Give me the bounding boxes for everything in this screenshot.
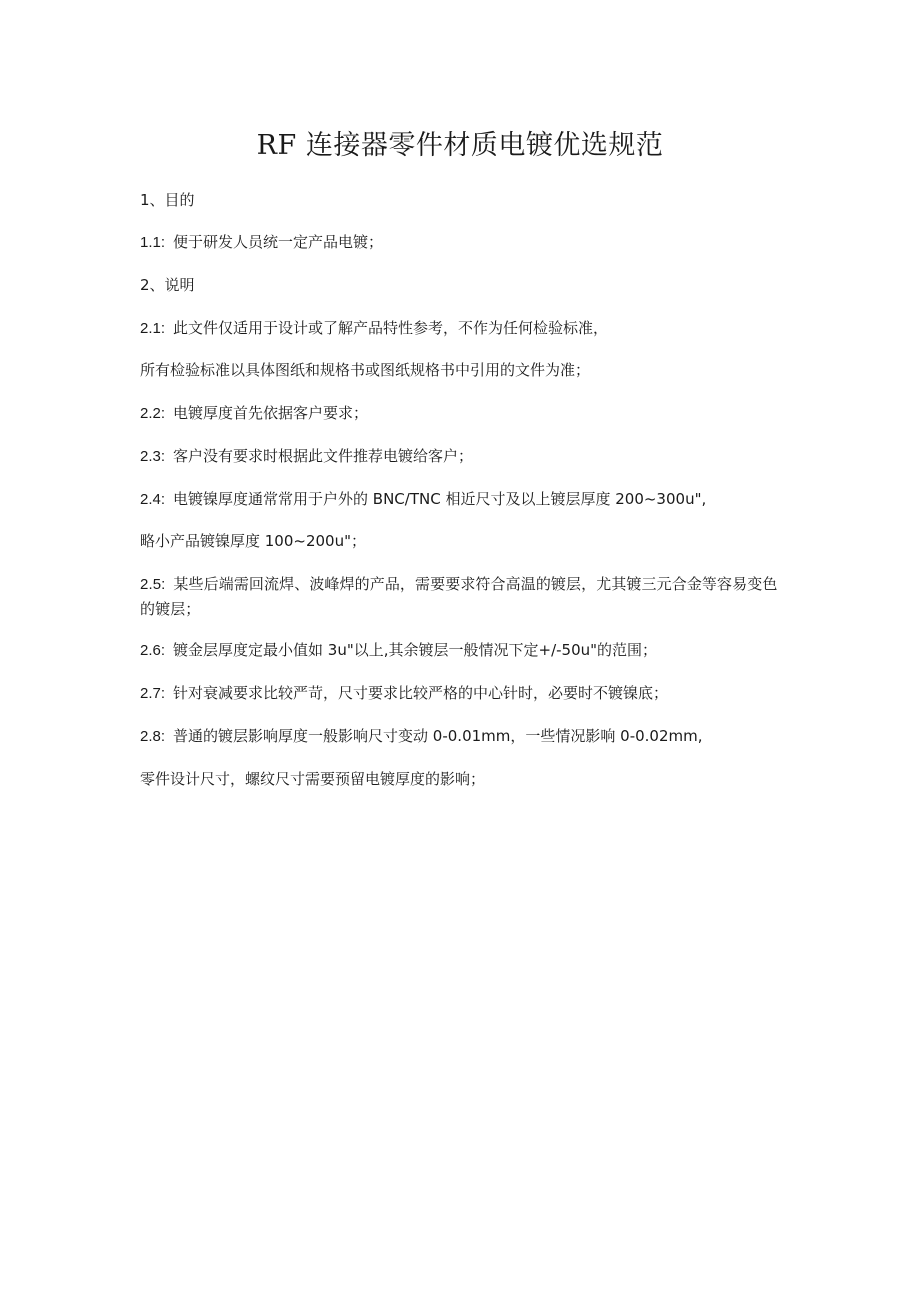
paragraph-text: 2、说明 xyxy=(140,276,195,294)
paragraph-1-1 xyxy=(140,230,790,255)
paragraph-2-4 xyxy=(140,487,790,512)
paragraph-number: 2.7: xyxy=(140,685,166,702)
paragraph-number: 2.3: xyxy=(140,448,166,465)
paragraph-2-1-continued xyxy=(140,358,790,382)
paragraph-2-2 xyxy=(140,401,790,426)
paragraph-text: 1、目的 xyxy=(140,191,195,209)
paragraph-number: 2.2: xyxy=(140,405,166,422)
paragraph-2-6 xyxy=(140,638,790,663)
paragraph-text: 零件设计尺寸，螺纹尺寸需要预留电镀厚度的影响； xyxy=(140,770,486,788)
paragraph-text: 客户没有要求时根据此文件推荐电镀给客户； xyxy=(173,447,474,465)
paragraph-number: 2.1: xyxy=(140,320,166,337)
paragraph-text: 某些后端需回流焊、波峰焊的产品，需要要求符合高温的镀层，尤其镀三元合金等容易变色的镀层； xyxy=(140,575,778,618)
paragraph-text: 电镀镍厚度通常常用于户外的 BNC/TNC 相近尺寸及以上镀层厚度 200~300u", xyxy=(173,490,707,508)
paragraph-2-1 xyxy=(140,316,790,341)
paragraph-2-4-continued xyxy=(140,529,790,553)
paragraph-number: 1.1: xyxy=(140,234,166,251)
paragraph-2-8-continued xyxy=(140,767,790,791)
paragraph-2-8 xyxy=(140,724,790,749)
paragraph-text: 普通的镀层影响厚度一般影响尺寸变动 0-0.01mm，一些情况影响 0-0.02mm, xyxy=(173,727,703,745)
paragraph-text: 略小产品镀镍厚度 100~200u"； xyxy=(140,532,367,550)
paragraph-text: 便于研发人员统一定产品电镀； xyxy=(173,233,384,251)
paragraph-number: 2.6: xyxy=(140,642,166,659)
paragraph-section-2-heading xyxy=(140,273,790,297)
paragraph-number: 2.8: xyxy=(140,728,166,745)
paragraph-text: 镀金层厚度定最小值如 3u"以上,其余镀层一般情况下定+/-50u"的范围； xyxy=(173,641,658,659)
paragraph-section-1-heading xyxy=(140,188,790,212)
paragraph-2-5 xyxy=(140,572,790,621)
paragraph-2-3 xyxy=(140,444,790,469)
paragraph-text: 所有检验标准以具体图纸和规格书或图纸规格书中引用的文件为准； xyxy=(140,361,591,379)
paragraph-text: 此文件仅适用于设计或了解产品特性参考，不作为任何检验标准， xyxy=(173,319,609,337)
paragraph-number: 2.5: xyxy=(140,576,166,593)
paragraph-2-7 xyxy=(140,681,790,706)
paragraph-number: 2.4: xyxy=(140,491,166,508)
paragraph-text: 针对衰减要求比较严苛，尺寸要求比较严格的中心针时，必要时不镀镍底； xyxy=(173,684,669,702)
paragraph-text: 电镀厚度首先依据客户要求； xyxy=(173,404,369,422)
document-title: RF 连接器零件材质电镀优选规范 xyxy=(256,130,664,161)
